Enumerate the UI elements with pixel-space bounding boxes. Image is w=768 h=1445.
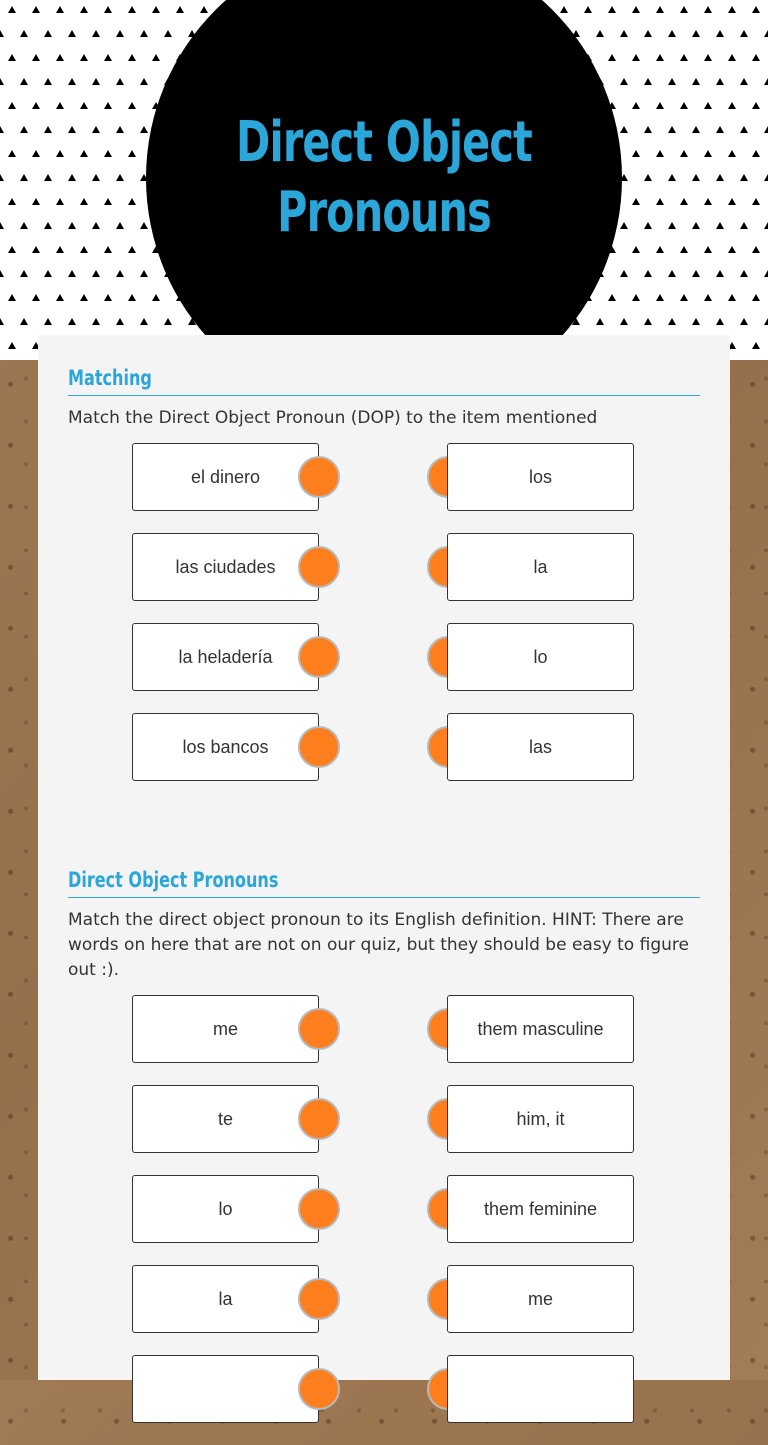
match-card-right[interactable]: las [447, 713, 634, 781]
connector-dot[interactable] [298, 636, 340, 678]
section-direct-object-pronouns [68, 865, 700, 1445]
match-card-left[interactable]: los bancos [132, 713, 319, 781]
worksheet [38, 335, 730, 1380]
page-title-line-1: Direct Object [236, 110, 532, 175]
header-banner [0, 0, 768, 360]
matching-pairs [68, 995, 700, 1445]
match-card-left[interactable]: la heladería [132, 623, 319, 691]
connector-dot[interactable] [298, 1098, 340, 1140]
matching-row [68, 1175, 700, 1265]
matching-row [68, 1355, 700, 1445]
match-card-left[interactable]: el dinero [132, 443, 319, 511]
section-matching [68, 363, 700, 803]
connector-dot[interactable] [298, 546, 340, 588]
section-instructions: Match the Direct Object Pronoun (DOP) to the item mentioned [68, 408, 598, 428]
page-title [189, 108, 579, 248]
match-card-left[interactable]: las ciudades [132, 533, 319, 601]
matching-row [68, 443, 700, 533]
match-card-right[interactable] [447, 1355, 634, 1423]
matching-row [68, 995, 700, 1085]
match-card-right[interactable]: la [447, 533, 634, 601]
match-card-left[interactable]: me [132, 995, 319, 1063]
match-card-left[interactable] [132, 1355, 319, 1423]
matching-row [68, 533, 700, 623]
match-card-right[interactable]: them feminine [447, 1175, 634, 1243]
matching-pairs [68, 443, 700, 803]
match-card-right[interactable]: los [447, 443, 634, 511]
section-divider [68, 897, 700, 898]
match-card-right[interactable]: him, it [447, 1085, 634, 1153]
match-card-right[interactable]: me [447, 1265, 634, 1333]
connector-dot[interactable] [298, 1368, 340, 1410]
section-instructions: Match the direct object pronoun to its English definition. HINT: There are words on here that are not on our quiz, but they should be easy to figure out :). [68, 910, 689, 980]
matching-row [68, 623, 700, 713]
match-card-right[interactable]: lo [447, 623, 634, 691]
section-title: Direct Object Pronouns [68, 868, 279, 892]
section-divider [68, 395, 700, 396]
match-card-left[interactable]: lo [132, 1175, 319, 1243]
match-card-left[interactable]: te [132, 1085, 319, 1153]
page-title-line-2: Pronouns [277, 180, 491, 245]
matching-row [68, 713, 700, 803]
section-title: Matching [68, 366, 152, 390]
connector-dot[interactable] [298, 726, 340, 768]
connector-dot[interactable] [298, 456, 340, 498]
connector-dot[interactable] [298, 1188, 340, 1230]
matching-row [68, 1085, 700, 1175]
connector-dot[interactable] [298, 1008, 340, 1050]
match-card-left[interactable]: la [132, 1265, 319, 1333]
matching-row [68, 1265, 700, 1355]
connector-dot[interactable] [298, 1278, 340, 1320]
match-card-right[interactable]: them masculine [447, 995, 634, 1063]
